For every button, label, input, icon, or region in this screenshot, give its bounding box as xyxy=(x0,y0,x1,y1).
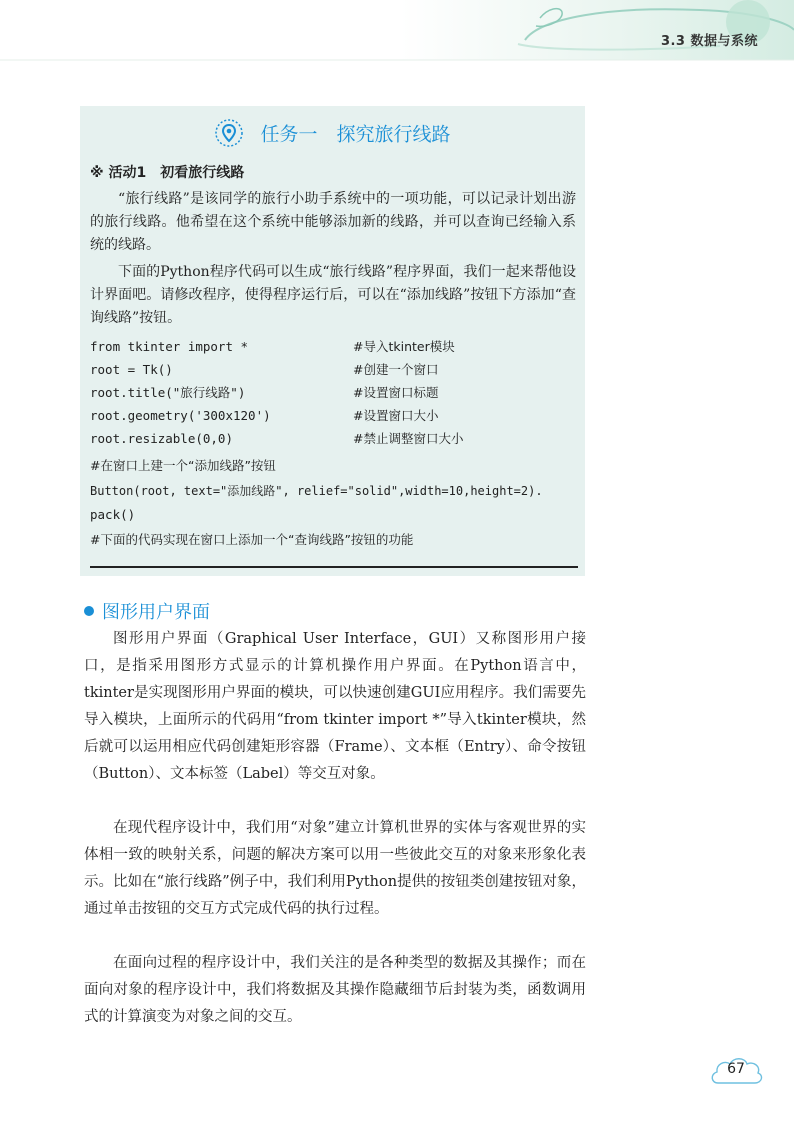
body-paragraph-1: 图形用户界面（Graphical User Interface，GUI）又称图形用户接口，是指采用图形方式显示的计算机操作用户界面。在Python语言中，tkinter是实现图形用户界面的模块，可以快速创建GUI应用程序。我们需要先导入模块，上面所示的代码用“from tkinter import *”导入tkinter模块，然后就可以运用相应代码创建矩形容器（Frame）、文本框（Entry）、命令按钮（Button）、文本标签（Label）等交互对象。 xyxy=(84,631,586,782)
code-comment: #设置窗口大小 xyxy=(353,408,439,423)
code-comment: #创建一个窗口 xyxy=(353,362,439,377)
activity-heading: ※ 活动1 初看旅行线路 xyxy=(90,165,245,181)
section-heading xyxy=(84,598,210,624)
code-line: root.geometry('300x120') xyxy=(90,408,271,423)
section-title: 图形用户界面 xyxy=(102,602,210,623)
task-paragraph-1: “旅行线路”是该同学的旅行小助手系统中的一项功能，可以记录计划出游的旅行线路。他希望在这个系统中能够添加新的线路，并可以查询已经输入系统的线路。 xyxy=(90,191,576,253)
location-pin-icon xyxy=(214,118,244,148)
body-paragraph-2: 在现代程序设计中，我们用“对象”建立计算机世界的实体与客观世界的实体相一致的映射关系，问题的解决方案可以用一些彼此交互的对象来形象化表示。比如在“旅行线路”例子中，我们利用Python提供的按钮类创建按钮对象，通过单击按钮的交互方式完成代码的执行过程。 xyxy=(84,820,586,917)
code-line: root = Tk() xyxy=(90,362,173,377)
answer-line xyxy=(90,566,578,568)
task-title xyxy=(80,118,585,148)
bullet-dot-icon xyxy=(84,606,94,616)
task-box xyxy=(80,106,585,576)
code-comment: #导入tkinter模块 xyxy=(353,339,455,354)
body-paragraph-3: 在面向过程的程序设计中，我们关注的是各种类型的数据及其操作；而在面向对象的程序设计中，我们将数据及其操作隐藏细节后封装为类，函数调用式的计算演变为对象之间的交互。 xyxy=(84,955,586,1025)
code-comment-add-button: #在窗口上建一个“添加线路”按钮 xyxy=(90,458,276,473)
code-line: from tkinter import * xyxy=(90,339,249,354)
code-comment-query-button: #下面的代码实现在窗口上添加一个“查询线路”按钮的功能 xyxy=(90,532,414,547)
code-button-line-cont: pack() xyxy=(90,507,136,522)
code-comment: #禁止调整窗口大小 xyxy=(353,431,464,446)
section-label: 3.3 数据与系统 xyxy=(660,34,758,49)
task-paragraph-2: 下面的Python程序代码可以生成“旅行线路”程序界面，我们一起来帮他设计界面吧。请修改程序，使得程序运行后，可以在“添加线路”按钮下方添加“查询线路”按钮。 xyxy=(90,264,576,326)
task-title-text: 任务一 探究旅行线路 xyxy=(260,123,451,146)
code-line: root.title("旅行线路") xyxy=(90,385,246,400)
code-comment: #设置窗口标题 xyxy=(353,385,439,400)
page-number: 67 xyxy=(727,1061,745,1077)
page-number-badge xyxy=(708,1053,764,1089)
code-line: root.resizable(0,0) xyxy=(90,431,233,446)
code-button-line: Button(root, text="添加线路", relief="solid",width=10,height=2). xyxy=(90,484,543,498)
